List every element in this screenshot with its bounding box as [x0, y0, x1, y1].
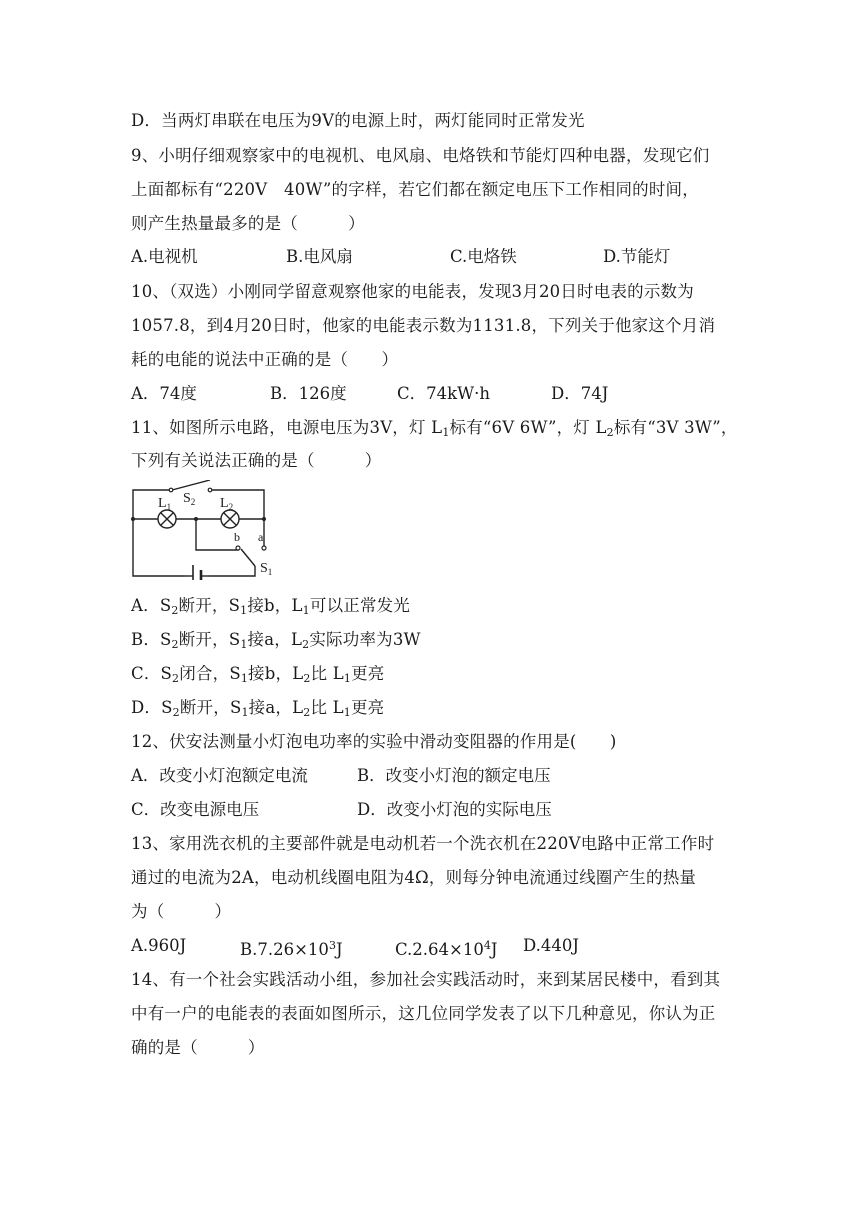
q12-options-row1	[131, 765, 731, 787]
q10-options	[131, 383, 731, 405]
q11-circuit-diagram	[128, 480, 278, 580]
wire-junction-to-b	[196, 519, 238, 550]
svg-text:S2: $S_2$	[183, 491, 196, 507]
q13-stem-line2: 通过的电流为2A，电动机线圈电阻为4Ω，则每分钟电流通过线圈产生的热量	[131, 868, 697, 887]
q13-stem-line1: 13、家用洗衣机的主要部件就是电动机若一个洗衣机在220V电路中正常工作时	[131, 834, 715, 853]
label-a: a	[258, 530, 264, 544]
q9-option-d: D.节能灯	[603, 247, 671, 266]
q13-options	[131, 935, 731, 957]
switch-s2-blade	[172, 480, 210, 490]
q13-option-a: A.960J	[131, 936, 187, 955]
q11-option-c: C．$S_2$闭合，$S_1$接b，$L_2$比 $L_1$更亮	[131, 664, 385, 685]
q10-stem-line2: 1057.8，到4月20日时，他家的电能表示数为1131.8，下列关于他家这个月消	[131, 316, 716, 335]
switch-s1-blade	[241, 549, 255, 566]
q11-stem-line1: 11、如图所示电路，电源电压为3V，灯 $L_1$标有“6V 6W”，灯 $L_2$标有“3V 3W”，	[131, 418, 738, 439]
q12-option-d: D．改变小灯泡的实际电压	[357, 800, 552, 819]
node-middle	[194, 517, 198, 521]
q8-option-d: D．当两灯串联在电压为9V的电源上时，两灯能同时正常发光	[131, 111, 585, 130]
q12-option-c: C．改变电源电压	[131, 800, 260, 819]
q12-options-row2	[131, 799, 731, 821]
q10-stem-line3: 耗的电能的说法中正确的是（ ）	[131, 350, 399, 369]
q10-option-d: D．74J	[551, 384, 609, 403]
q9-option-c: C.电烙铁	[450, 247, 517, 266]
contact-a	[262, 546, 266, 550]
svg-text:S1: $S_1$	[260, 561, 273, 577]
q13-stem-line3: 为（ ）	[131, 902, 232, 921]
wire-bottom-right	[209, 566, 255, 576]
contact-b	[236, 546, 240, 550]
svg-text:L2: $L_2$	[220, 496, 234, 512]
q11-option-d: D．$S_2$断开，$S_1$接a，$L_2$比 $L_1$更亮	[131, 698, 385, 719]
q10-option-a: A．74度	[131, 384, 197, 403]
q14-stem-line3: 确的是（ ）	[131, 1038, 265, 1057]
q9-stem-line3: 则产生热量最多的是（ ）	[131, 214, 365, 233]
q12-option-b: B．改变小灯泡的额定电压	[357, 766, 551, 785]
wire-top-right	[210, 490, 264, 519]
q14-stem-line1: 14、有一个社会实践活动小组，参加社会实践活动时，来到某居民楼中，看到其	[131, 970, 721, 989]
q10-option-c: C．74kW·h	[397, 384, 490, 403]
q9-option-b: B.电风扇	[286, 247, 353, 266]
q13-option-d: D.440J	[523, 936, 579, 955]
q9-option-a: A.电视机	[131, 247, 198, 266]
label-b: b	[234, 530, 240, 544]
node-right	[262, 517, 266, 521]
q10-stem-line1: 10、（双选）小刚同学留意观察他家的电能表，发现3月20日时电表的示数为	[131, 282, 694, 301]
q11-option-b: B．$S_2$断开，$S_1$接a，$L_2$实际功率为3W	[131, 630, 421, 651]
node-left	[131, 517, 135, 521]
q13-option-b: $B.7.26\times 10^3J$	[240, 939, 343, 959]
q11-stem-line2: 下列有关说法正确的是（ ）	[131, 451, 382, 470]
wire-left-bottom	[133, 519, 185, 576]
switch-s2-contact-right	[208, 488, 212, 492]
q9-stem-line1: 9、小明仔细观察家中的电视机、电风扇、电烙铁和节能灯四种电器，发现它们	[131, 146, 710, 165]
svg-text:L1: $L_1$	[158, 496, 172, 512]
q13-option-c: $C.2.64\times 10^4J$	[395, 939, 498, 959]
q14-stem-line2: 中有一户的电能表的表面如图所示，这几位同学发表了以下几种意见，你认为正	[131, 1004, 716, 1023]
q11-option-a: A．$S_2$断开，$S_1$接b，$L_1$可以正常发光	[131, 596, 411, 617]
q10-option-b: B．126度	[270, 384, 347, 403]
switch-s2-contact-left	[169, 488, 173, 492]
q12-option-a: A．改变小灯泡额定电流	[131, 766, 308, 785]
q9-stem-line2: 上面都标有“220V 40W”的字样，若它们都在额定电压下工作相同的时间，	[131, 180, 699, 199]
q9-options	[131, 246, 731, 268]
q12-stem: 12、伏安法测量小灯泡电功率的实验中滑动变阻器的作用是( )	[131, 732, 617, 751]
